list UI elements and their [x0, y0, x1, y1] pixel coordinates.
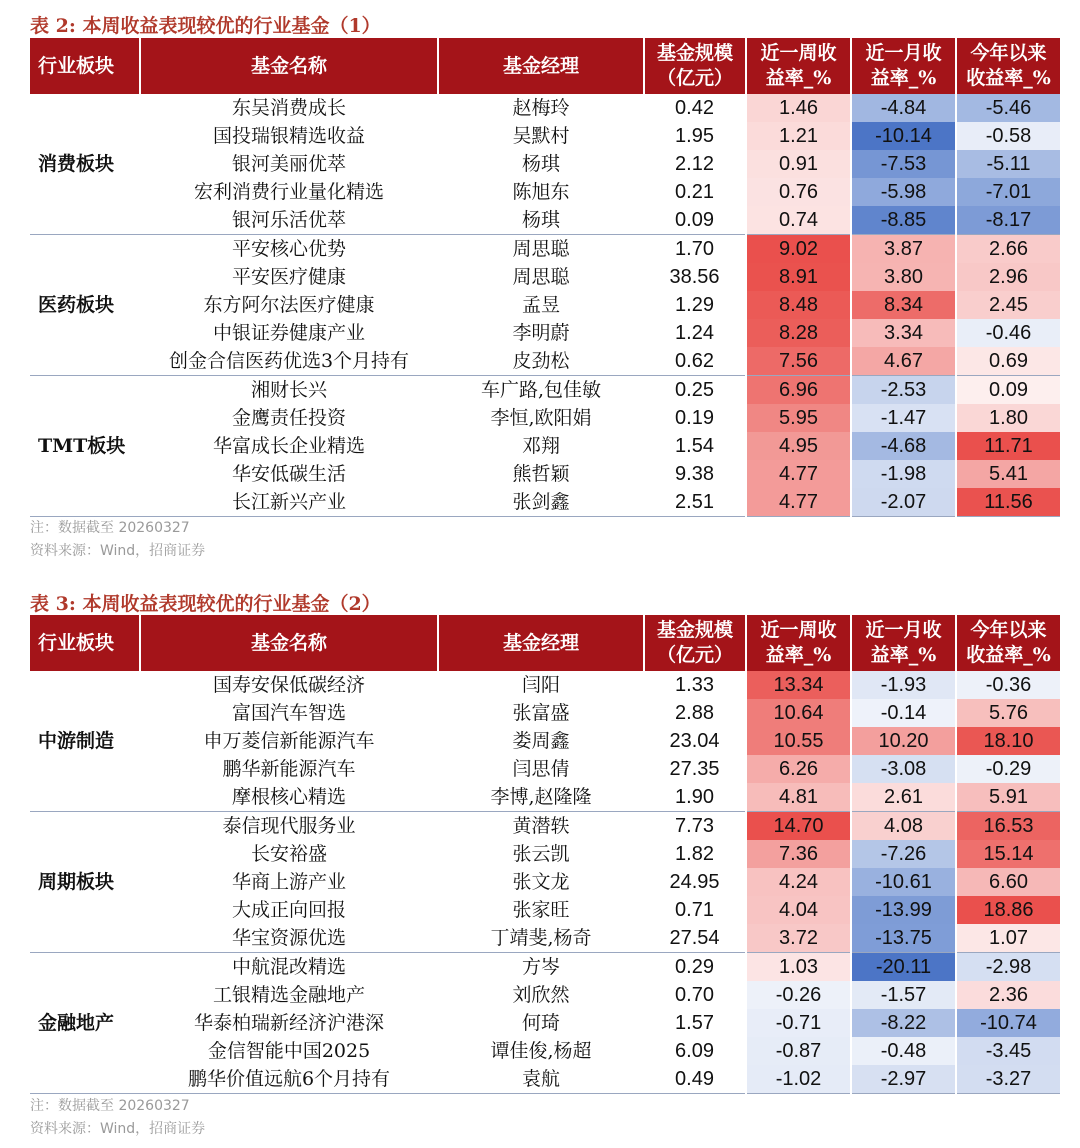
week-return-cell: 6.96 — [746, 376, 851, 405]
fund-size-cell: 1.70 — [675, 238, 714, 260]
table-row — [30, 924, 1060, 953]
ytd-return-cell: 2.36 — [956, 981, 1060, 1009]
week-return-cell: 4.77 — [746, 460, 851, 488]
fund-size-cell: 1.54 — [675, 435, 714, 457]
month-return-cell: -10.61 — [851, 868, 956, 896]
week-return-cell: 4.81 — [746, 783, 851, 812]
week-return-cell: 13.34 — [746, 671, 851, 699]
table-row — [30, 235, 1060, 264]
week-return-cell: -0.87 — [746, 1037, 851, 1065]
fund-name-cell: 大成正向回报 — [231, 899, 346, 921]
fund-manager-cell: 赵梅玲 — [512, 97, 570, 119]
fund-name-cell: 东吴消费成长 — [231, 97, 346, 119]
header-month-return — [851, 615, 956, 671]
month-return-cell: -1.93 — [851, 671, 956, 699]
sector-label: 金融地产 — [30, 953, 140, 1094]
fund-manager-cell: 熊哲颖 — [512, 463, 570, 485]
table-row — [30, 868, 1060, 896]
fund-size-cell: 0.49 — [644, 1065, 746, 1094]
fund-manager-cell: 邓翔 — [521, 435, 560, 457]
month-return-cell: -20.11 — [851, 953, 956, 982]
header-row — [30, 615, 1060, 671]
fund-size-cell: 6.09 — [675, 1040, 714, 1062]
fund-size-cell: 27.35 — [669, 758, 720, 780]
sector-label: 医药板块 — [30, 235, 140, 376]
table-row — [30, 150, 1060, 178]
ytd-return-cell: -8.17 — [956, 206, 1060, 235]
month-return-cell: -2.07 — [851, 488, 956, 517]
week-return-cell: 5.95 — [746, 404, 851, 432]
ytd-return-cell: 0.69 — [956, 347, 1060, 376]
table-body — [30, 671, 1060, 1094]
ytd-return-cell: -0.58 — [956, 122, 1060, 150]
table-row — [30, 347, 1060, 376]
fund-size-cell: 0.21 — [675, 181, 714, 203]
table-row — [30, 122, 1060, 150]
fund-table — [30, 38, 1060, 517]
month-return-cell: -1.57 — [851, 981, 956, 1009]
header-size — [644, 615, 746, 671]
fund-size-cell: 1.95 — [675, 125, 714, 147]
table-row — [30, 783, 1060, 812]
week-return-cell: 7.36 — [746, 840, 851, 868]
table-row — [30, 404, 1060, 432]
table-row — [30, 840, 1060, 868]
fund-size-cell: 2.12 — [675, 153, 714, 175]
header-week-line2: 益率_% — [765, 644, 832, 666]
sector-label: TMT板块 — [30, 376, 140, 517]
fund-manager-cell: 张云凯 — [512, 843, 570, 865]
ytd-return-cell: -3.27 — [956, 1065, 1060, 1094]
ytd-return-cell: 16.53 — [956, 812, 1060, 841]
month-return-cell: 2.61 — [851, 783, 956, 812]
header-size-line1: 基金规模 — [656, 42, 733, 64]
fund-size-cell: 2.88 — [675, 702, 714, 724]
week-return-cell: 1.46 — [746, 94, 851, 122]
month-return-cell: -5.98 — [851, 178, 956, 206]
table-row — [30, 206, 1060, 235]
week-return-cell: 14.70 — [746, 812, 851, 841]
ytd-return-cell: -10.74 — [956, 1009, 1060, 1037]
header-manager: 基金经理 — [438, 38, 644, 94]
month-return-cell: -1.47 — [851, 404, 956, 432]
week-return-cell: -0.26 — [746, 981, 851, 1009]
header-week-line2: 益率_% — [765, 67, 832, 89]
header-month-line1: 近一月收 — [865, 42, 942, 64]
header-sector: 行业板块 — [30, 38, 140, 94]
fund-manager-cell: 周思聪 — [512, 238, 570, 260]
month-return-cell: -4.68 — [851, 432, 956, 460]
header-week-return — [746, 615, 851, 671]
week-return-cell: 1.03 — [746, 953, 851, 982]
fund-manager-cell: 黄潜轶 — [512, 815, 570, 837]
fund-size-cell: 1.57 — [675, 1012, 714, 1034]
fund-manager-cell: 孟昱 — [521, 294, 560, 316]
fund-size-cell: 0.09 — [644, 206, 746, 235]
ytd-return-cell: -3.45 — [956, 1037, 1060, 1065]
week-return-cell: 9.02 — [746, 235, 851, 264]
month-return-cell: 3.34 — [851, 319, 956, 347]
sector-label: 消费板块 — [30, 94, 140, 235]
fund-name-cell: 金鹰责任投资 — [231, 407, 346, 429]
ytd-return-cell: 2.96 — [956, 263, 1060, 291]
fund-manager-cell: 车广路,包佳敏 — [480, 379, 602, 401]
fund-manager-cell: 李博,赵隆隆 — [438, 783, 644, 812]
week-return-cell: 4.95 — [746, 432, 851, 460]
table-section-2 — [0, 577, 1080, 1148]
fund-name-cell: 中航混改精选 — [231, 956, 346, 978]
month-return-cell: -3.08 — [851, 755, 956, 783]
header-month-line2: 益率_% — [870, 644, 937, 666]
fund-manager-cell: 张富盛 — [512, 702, 570, 724]
fund-name-cell: 中银证券健康产业 — [212, 322, 365, 344]
fund-name-cell: 创金合信医药优选3个月持有 — [140, 347, 438, 376]
table-row — [30, 376, 1060, 405]
fund-name-cell: 华安低碳生活 — [231, 463, 346, 485]
table-row — [30, 896, 1060, 924]
ytd-return-cell: -2.98 — [956, 953, 1060, 982]
header-fund-name: 基金名称 — [140, 615, 438, 671]
month-return-cell: 4.08 — [851, 812, 956, 841]
fund-name-cell: 金信智能中国2025 — [207, 1040, 371, 1062]
fund-manager-cell: 张文龙 — [512, 871, 570, 893]
table-row — [30, 488, 1060, 517]
fund-manager-cell: 杨琪 — [521, 153, 560, 175]
fund-name-cell: 富国汽车智选 — [231, 702, 346, 724]
fund-name-cell: 平安医疗健康 — [231, 266, 346, 288]
header-month-line2: 益率_% — [870, 67, 937, 89]
fund-manager-cell: 何琦 — [521, 1012, 560, 1034]
fund-name-cell: 平安核心优势 — [231, 238, 346, 260]
fund-size-cell: 23.04 — [669, 730, 720, 752]
fund-name-cell: 鹏华新能源汽车 — [222, 758, 356, 780]
fund-size-cell: 0.29 — [675, 956, 714, 978]
month-return-cell: -8.85 — [851, 206, 956, 235]
ytd-return-cell: 15.14 — [956, 840, 1060, 868]
table-row — [30, 812, 1060, 841]
sector-label: 周期板块 — [30, 812, 140, 953]
ytd-return-cell: 18.86 — [956, 896, 1060, 924]
week-return-cell: 0.76 — [746, 178, 851, 206]
week-return-cell: 8.48 — [746, 291, 851, 319]
header-ytd-line2: 收益率_% — [966, 644, 1051, 666]
header-sector: 行业板块 — [30, 615, 140, 671]
fund-name-cell: 泰信现代服务业 — [222, 815, 356, 837]
table-row — [30, 94, 1060, 122]
week-return-cell: 10.64 — [746, 699, 851, 727]
ytd-return-cell: 11.71 — [956, 432, 1060, 460]
month-return-cell: -2.53 — [851, 376, 956, 405]
table-row — [30, 1065, 1060, 1094]
fund-name-cell: 长安裕盛 — [250, 843, 327, 865]
ytd-return-cell: -7.01 — [956, 178, 1060, 206]
table-row — [30, 1037, 1060, 1065]
week-return-cell: 3.72 — [746, 924, 851, 953]
table-caption: 表 2: 本周收益表现较优的行业基金（1） — [30, 15, 381, 37]
week-return-cell: -0.71 — [746, 1009, 851, 1037]
month-return-cell: -1.98 — [851, 460, 956, 488]
ytd-return-cell: -5.11 — [956, 150, 1060, 178]
month-return-cell: -13.99 — [851, 896, 956, 924]
fund-name-cell: 东方阿尔法医疗健康 — [203, 294, 375, 316]
fund-name-cell: 国寿安保低碳经济 — [212, 674, 365, 696]
month-return-cell: -10.14 — [851, 122, 956, 150]
table-row — [30, 981, 1060, 1009]
fund-manager-cell: 李明蔚 — [512, 322, 570, 344]
ytd-return-cell: 2.45 — [956, 291, 1060, 319]
fund-size-cell: 24.95 — [669, 871, 720, 893]
fund-size-cell: 0.19 — [675, 407, 714, 429]
table-row — [30, 432, 1060, 460]
fund-size-cell: 1.82 — [675, 843, 714, 865]
data-source-note: 资料来源：Wind，招商证券 — [30, 543, 206, 559]
fund-size-cell: 2.51 — [644, 488, 746, 517]
fund-manager-cell: 方岑 — [521, 956, 560, 978]
week-return-cell: 10.55 — [746, 727, 851, 755]
fund-name-cell: 工银精选金融地产 — [212, 984, 365, 1006]
week-return-cell: 8.91 — [746, 263, 851, 291]
fund-name-cell: 银河乐活优萃 — [140, 206, 438, 235]
ytd-return-cell: 6.60 — [956, 868, 1060, 896]
table-row — [30, 1009, 1060, 1037]
fund-size-cell: 0.25 — [675, 379, 714, 401]
fund-size-cell: 0.71 — [675, 899, 714, 921]
header-month-line1: 近一月收 — [865, 619, 942, 641]
fund-name-cell: 华商上游产业 — [231, 871, 346, 893]
month-return-cell: 4.67 — [851, 347, 956, 376]
ytd-return-cell: 5.91 — [956, 783, 1060, 812]
fund-manager-cell: 陈旭东 — [512, 181, 570, 203]
month-return-cell: -7.53 — [851, 150, 956, 178]
week-return-cell: 0.91 — [746, 150, 851, 178]
ytd-return-cell: -0.29 — [956, 755, 1060, 783]
fund-size-cell: 27.54 — [644, 924, 746, 953]
header-week-line1: 近一周收 — [760, 42, 837, 64]
header-size-line1: 基金规模 — [656, 619, 733, 641]
ytd-return-cell: 1.07 — [956, 924, 1060, 953]
table-row — [30, 671, 1060, 699]
week-return-cell: 4.77 — [746, 488, 851, 517]
table-row — [30, 178, 1060, 206]
week-return-cell: 4.04 — [746, 896, 851, 924]
fund-size-cell: 1.33 — [675, 674, 714, 696]
sector-label: 中游制造 — [30, 671, 140, 812]
fund-name-cell: 宏利消费行业量化精选 — [193, 181, 384, 203]
fund-size-cell: 1.24 — [675, 322, 714, 344]
ytd-return-cell: -0.36 — [956, 671, 1060, 699]
ytd-return-cell: 0.09 — [956, 376, 1060, 405]
table-row — [30, 319, 1060, 347]
fund-manager-cell: 谭佳俊,杨超 — [490, 1040, 592, 1062]
data-date-note: 注：数据截至 20260327 — [30, 1098, 190, 1114]
fund-size-cell: 0.62 — [644, 347, 746, 376]
fund-manager-cell: 娄周鑫 — [512, 730, 570, 752]
week-return-cell: -1.02 — [746, 1065, 851, 1094]
month-return-cell: 10.20 — [851, 727, 956, 755]
month-return-cell: 8.34 — [851, 291, 956, 319]
ytd-return-cell: -0.46 — [956, 319, 1060, 347]
fund-manager-cell: 闫阳 — [521, 674, 560, 696]
month-return-cell: -4.84 — [851, 94, 956, 122]
header-week-line1: 近一周收 — [760, 619, 837, 641]
week-return-cell: 4.24 — [746, 868, 851, 896]
ytd-return-cell: 11.56 — [956, 488, 1060, 517]
fund-manager-cell: 杨琪 — [438, 206, 644, 235]
ytd-return-cell: 5.41 — [956, 460, 1060, 488]
header-month-return — [851, 38, 956, 94]
fund-manager-cell: 刘欣然 — [512, 984, 570, 1006]
fund-name-cell: 华宝资源优选 — [140, 924, 438, 953]
month-return-cell: -7.26 — [851, 840, 956, 868]
fund-manager-cell: 吴默村 — [512, 125, 570, 147]
fund-manager-cell: 张家旺 — [512, 899, 570, 921]
fund-name-cell: 国投瑞银精选收益 — [212, 125, 365, 147]
header-size-line2: （亿元） — [656, 67, 733, 89]
data-date-note: 注：数据截至 20260327 — [30, 520, 190, 536]
header-ytd-return — [956, 615, 1060, 671]
table-row — [30, 291, 1060, 319]
fund-size-cell: 0.70 — [675, 984, 714, 1006]
fund-manager-cell: 皮劲松 — [438, 347, 644, 376]
table-caption: 表 3: 本周收益表现较优的行业基金（2） — [30, 593, 381, 615]
fund-size-cell: 1.29 — [675, 294, 714, 316]
header-size — [644, 38, 746, 94]
fund-name-cell: 摩根核心精选 — [140, 783, 438, 812]
fund-manager-cell: 周思聪 — [512, 266, 570, 288]
week-return-cell: 6.26 — [746, 755, 851, 783]
header-fund-name: 基金名称 — [140, 38, 438, 94]
header-ytd-return — [956, 38, 1060, 94]
fund-manager-cell: 丁靖斐,杨奇 — [438, 924, 644, 953]
month-return-cell: -0.14 — [851, 699, 956, 727]
fund-manager-cell: 闫思倩 — [512, 758, 570, 780]
ytd-return-cell: 2.66 — [956, 235, 1060, 264]
ytd-return-cell: 5.76 — [956, 699, 1060, 727]
week-return-cell: 8.28 — [746, 319, 851, 347]
fund-size-cell: 1.90 — [644, 783, 746, 812]
fund-size-cell: 9.38 — [675, 463, 714, 485]
header-manager: 基金经理 — [438, 615, 644, 671]
month-return-cell: -2.97 — [851, 1065, 956, 1094]
table-section-1 — [0, 0, 1080, 570]
month-return-cell: -0.48 — [851, 1037, 956, 1065]
month-return-cell: -13.75 — [851, 924, 956, 953]
table-row — [30, 699, 1060, 727]
header-ytd-line2: 收益率_% — [966, 67, 1051, 89]
fund-name-cell: 长江新兴产业 — [140, 488, 438, 517]
fund-manager-cell: 张剑鑫 — [438, 488, 644, 517]
fund-name-cell: 华泰柏瑞新经济沪港深 — [193, 1012, 384, 1034]
ytd-return-cell: -5.46 — [956, 94, 1060, 122]
header-week-return — [746, 38, 851, 94]
fund-name-cell: 银河美丽优萃 — [231, 153, 346, 175]
fund-name-cell: 华富成长企业精选 — [212, 435, 365, 457]
fund-name-cell: 鹏华价值远航6个月持有 — [140, 1065, 438, 1094]
fund-size-cell: 38.56 — [669, 266, 720, 288]
header-row — [30, 38, 1060, 94]
month-return-cell: -8.22 — [851, 1009, 956, 1037]
ytd-return-cell: 18.10 — [956, 727, 1060, 755]
fund-table — [30, 615, 1060, 1094]
month-return-cell: 3.87 — [851, 235, 956, 264]
table-row — [30, 460, 1060, 488]
week-return-cell: 0.74 — [746, 206, 851, 235]
table-body — [30, 94, 1060, 517]
header-ytd-line1: 今年以来 — [970, 42, 1047, 64]
table-row — [30, 755, 1060, 783]
table-row — [30, 727, 1060, 755]
header-size-line2: （亿元） — [656, 644, 733, 666]
table-row — [30, 263, 1060, 291]
week-return-cell: 1.21 — [746, 122, 851, 150]
fund-manager-cell: 袁航 — [438, 1065, 644, 1094]
header-ytd-line1: 今年以来 — [970, 619, 1047, 641]
table-row — [30, 953, 1060, 982]
fund-manager-cell: 李恒,欧阳娟 — [490, 407, 592, 429]
data-source-note: 资料来源：Wind，招商证券 — [30, 1121, 206, 1137]
week-return-cell: 7.56 — [746, 347, 851, 376]
fund-name-cell: 申万菱信新能源汽车 — [203, 730, 375, 752]
fund-name-cell: 湘财长兴 — [250, 379, 327, 401]
fund-size-cell: 7.73 — [675, 815, 714, 837]
month-return-cell: 3.80 — [851, 263, 956, 291]
fund-size-cell: 0.42 — [675, 97, 714, 119]
ytd-return-cell: 1.80 — [956, 404, 1060, 432]
